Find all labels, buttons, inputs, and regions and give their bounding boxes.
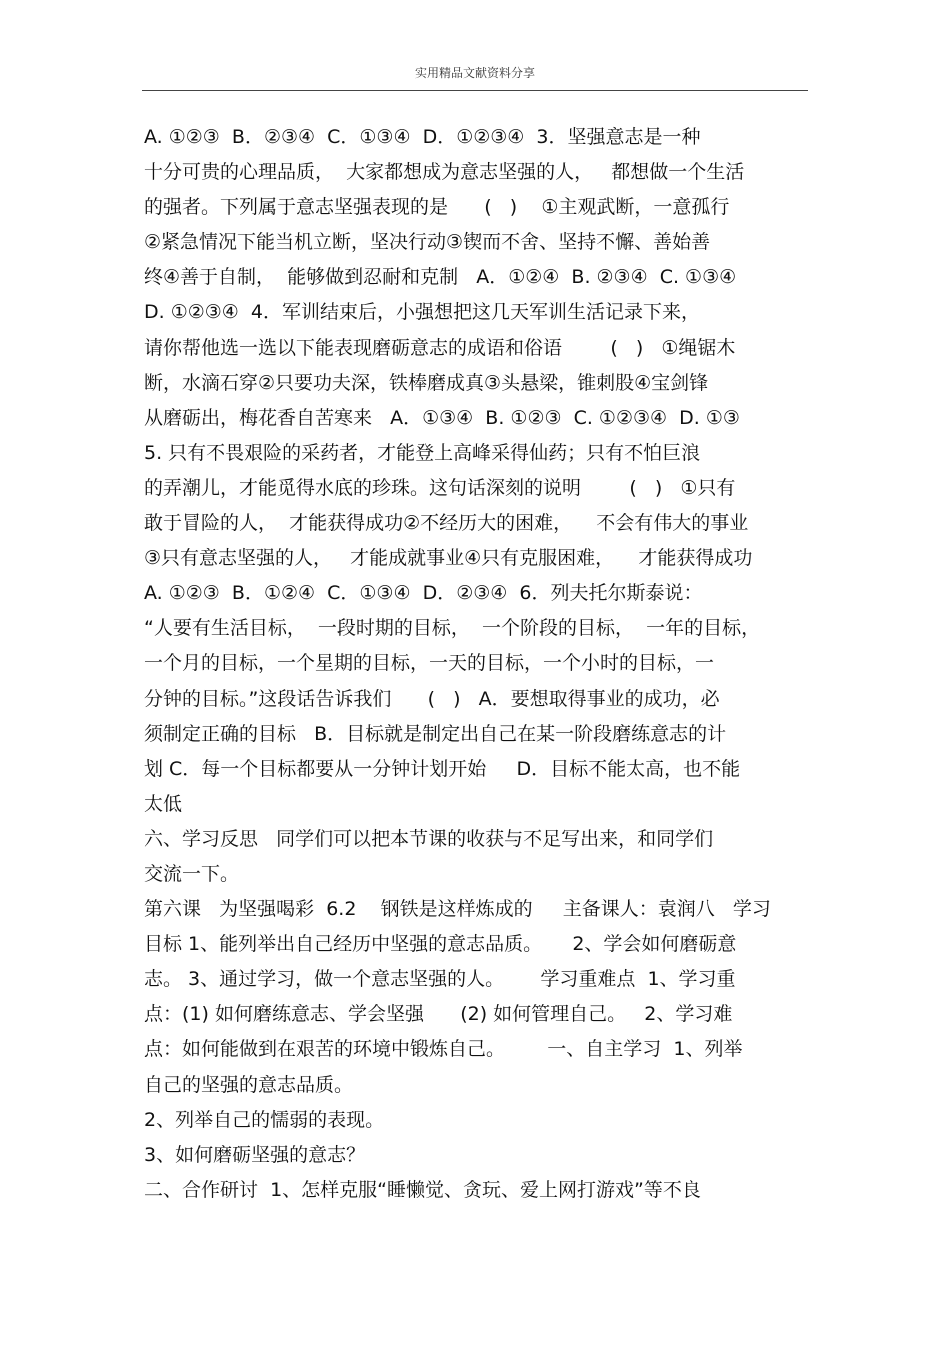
text-line: 的强者。下列属于意志坚强表现的是 ( ) ①主观武断，一意孤行 xyxy=(144,196,730,219)
text-line: 点：如何能做到在艰苦的环境中锻炼自己。 一、自主学习 1、列举 xyxy=(144,1038,743,1061)
text-line: 第六课 为坚强喝彩 6.2 钢铁是这样炼成的 主备课人：袁润八 学习 xyxy=(144,898,771,921)
text-line: 5. 只有不畏艰险的采药者，才能登上高峰采得仙药；只有不怕巨浪 xyxy=(144,441,701,464)
text-line: 须制定正确的目标 B．目标就是制定出自己在某一阶段磨练意志的计 xyxy=(144,722,727,745)
text-line: 2、列举自己的懦弱的表现。 xyxy=(144,1108,385,1131)
text-line: ②紧急情况下能当机立断，坚决行动③锲而不舍、坚持不懈、善始善 xyxy=(144,231,711,254)
text-line: A. ①②③ B．①②④ C．①③④ D．②③④ 6．列夫托尔斯泰说： xyxy=(144,582,703,605)
text-line: 点：(1) 如何磨练意志、学会坚强 (2) 如何管理自己。 2、学习难 xyxy=(144,1003,733,1026)
text-line: 划 C．每一个目标都要从一分钟计划开始 D．目标不能太高，也不能 xyxy=(144,757,741,780)
text-line: “人要有生活目标， 一段时期的目标， 一个阶段的目标， 一年的目标， xyxy=(144,617,761,640)
document-body xyxy=(144,120,824,1208)
text-line: 交流一下。 xyxy=(144,862,240,885)
text-line: D. ①②③④ 4．军训结束后，小强想把这几天军训生活记录下来， xyxy=(144,301,701,324)
text-line: 十分可贵的心理品质， 大家都想成为意志坚强的人， 都想做一个生活 xyxy=(144,161,745,184)
text-line: 从磨砺出，梅花香自苦寒来 A．①③④ B. ①②③ C. ①②③④ D. ①③ xyxy=(144,406,740,429)
text-line: 目标 1、能列举出自己经历中坚强的意志品质。 2、学会如何磨砺意 xyxy=(144,933,737,956)
text-line: 太低 xyxy=(144,792,183,815)
text-line: 3、如何磨砺坚强的意志？ xyxy=(144,1143,366,1166)
text-line: 自己的坚强的意志品质。 xyxy=(144,1073,354,1096)
text-line: 二、合作研讨 1、怎样克服“睡懒觉、贪玩、爱上网打游戏”等不良 xyxy=(144,1178,701,1201)
text-line: 一个月的目标，一个星期的目标，一天的目标，一个小时的目标，一 xyxy=(144,652,715,675)
text-line: ③只有意志坚强的人， 才能成就事业④只有克服困难， 才能获得成功 xyxy=(144,547,753,570)
page-header: 实用精品文献资料分享 xyxy=(414,66,535,80)
text-line: 的弄潮儿，才能觅得水底的珍珠。这句话深刻的说明 ( ) ①只有 xyxy=(144,476,736,499)
text-line: 志。 3、通过学习，做一个意志坚强的人。 学习重难点 1、学习重 xyxy=(144,968,736,991)
text-line: 请你帮他选一选以下能表现磨砺意志的成语和俗语 ( ) ①绳锯木 xyxy=(144,336,736,359)
header-divider xyxy=(142,90,808,91)
text-line: A. ①②③ B．②③④ C．①③④ D．①②③④ 3．坚强意志是一种 xyxy=(144,126,701,148)
text-line: 断，水滴石穿②只要功夫深，铁棒磨成真③头悬梁，锥刺股④宝剑锋 xyxy=(144,371,709,394)
text-line: 六、学习反思 同学们可以把本节课的收获与不足写出来，和同学们 xyxy=(144,827,714,850)
text-line: 敢于冒险的人， 才能获得成功②不经历大的困难， 不会有伟大的事业 xyxy=(144,512,749,535)
text-line: 终④善于自制， 能够做到忍耐和克制 A．①②④ B. ②③④ C. ①③④ xyxy=(144,266,737,289)
text-line: 分钟的目标。”这段话告诉我们 ( ) A．要想取得事业的成功，必 xyxy=(144,687,720,710)
